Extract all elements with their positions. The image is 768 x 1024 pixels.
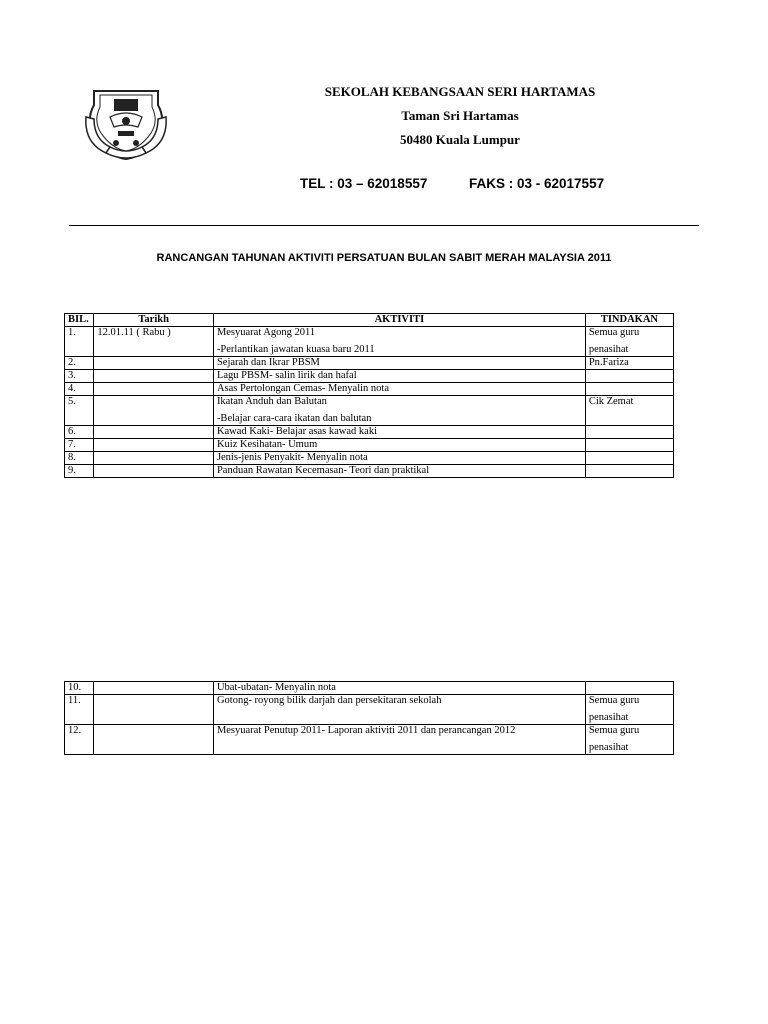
table-row [65, 695, 674, 725]
cell-bil: 4. [65, 383, 94, 396]
table-row [65, 725, 674, 755]
cell-tindakan [585, 695, 673, 725]
tel-number: TEL : 03 – 62018557 [300, 176, 428, 191]
aktiviti-line: Ikatan Anduh dan Balutan [216, 396, 327, 407]
header-tindakan: TINDAKAN [585, 314, 673, 327]
header-divider [69, 225, 699, 226]
cell-tarikh [94, 396, 214, 426]
table-row [65, 452, 674, 465]
cell-bil: 7. [65, 439, 94, 452]
cell-tindakan [585, 439, 673, 452]
cell-tindakan [585, 426, 673, 439]
cell-bil: 10. [65, 682, 94, 695]
fax-number: FAKS : 03 - 62017557 [469, 176, 605, 191]
table-header-row [65, 314, 674, 327]
cell-aktiviti: Kawad Kaki- Belajar asas kawad kaki [213, 426, 585, 439]
table-row [65, 396, 674, 426]
cell-tarikh [94, 439, 214, 452]
cell-tarikh [94, 383, 214, 396]
cell-aktiviti [213, 327, 585, 357]
header-aktiviti: AKTIVITI [213, 314, 585, 327]
cell-tindakan: Cik Zemat [585, 396, 673, 426]
header-tarikh: Tarikh [94, 314, 214, 327]
cell-bil: 12. [65, 725, 94, 755]
table-row [65, 465, 674, 478]
table-row [65, 426, 674, 439]
table-row [65, 439, 674, 452]
tindakan-subline: penasihat [588, 344, 629, 355]
cell-tindakan [585, 682, 673, 695]
address-line-2: 50480 Kuala Lumpur [400, 132, 520, 147]
address-line-1: Taman Sri Hartamas [401, 108, 519, 123]
cell-aktiviti: Jenis-jenis Penyakit- Menyalin nota [213, 452, 585, 465]
cell-tarikh [94, 465, 214, 478]
cell-aktiviti: Panduan Rawatan Kecemasan- Teori dan praktikal [213, 465, 585, 478]
aktiviti-line: Mesyuarat Agong 2011 [216, 327, 316, 338]
cell-aktiviti: Gotong- royong bilik darjah dan persekitaran sekolah [213, 695, 585, 725]
cell-tarikh [94, 682, 214, 695]
table-row [65, 682, 674, 695]
table-row [65, 383, 674, 396]
aktiviti-subline: -Belajar cara-cara ikatan dan balutan [216, 413, 372, 424]
tindakan-line: Semua guru [588, 327, 640, 338]
cell-tindakan: Pn.Fariza [585, 357, 673, 370]
cell-aktiviti: Mesyuarat Penutup 2011- Laporan aktiviti 2011 dan perancangan 2012 [213, 725, 585, 755]
tindakan-subline: penasihat [588, 712, 629, 723]
cell-tindakan [585, 370, 673, 383]
cell-bil: 11. [65, 695, 94, 725]
cell-tindakan [585, 465, 673, 478]
table-row [65, 370, 674, 383]
cell-tarikh [94, 725, 214, 755]
tindakan-line: Semua guru [588, 695, 640, 706]
cell-tarikh [94, 695, 214, 725]
table-row [65, 357, 674, 370]
table-row [65, 327, 674, 357]
cell-aktiviti [213, 396, 585, 426]
activity-table [64, 313, 674, 478]
cell-tindakan [585, 327, 673, 357]
cell-bil: 1. [65, 327, 94, 357]
cell-aktiviti: Kuiz Kesihatan- Umum [213, 439, 585, 452]
school-crest-icon [80, 83, 172, 161]
cell-tindakan [585, 452, 673, 465]
cell-tindakan [585, 383, 673, 396]
cell-bil: 5. [65, 396, 94, 426]
cell-tarikh [94, 452, 214, 465]
cell-tarikh [94, 370, 214, 383]
document-title: RANCANGAN TAHUNAN AKTIVITI PERSATUAN BULAN SABIT MERAH MALAYSIA 2011 [156, 252, 612, 264]
cell-aktiviti: Sejarah dan Ikrar PBSM [213, 357, 585, 370]
cell-aktiviti: Asas Pertolongan Cemas- Menyalin nota [213, 383, 585, 396]
tindakan-line: Semua guru [588, 725, 640, 736]
cell-tarikh [94, 357, 214, 370]
activity-table-continued [64, 681, 674, 755]
cell-tarikh [94, 426, 214, 439]
aktiviti-subline: -Perlantikan jawatan kuasa baru 2011 [216, 344, 375, 355]
school-logo [80, 83, 172, 161]
cell-bil: 6. [65, 426, 94, 439]
cell-aktiviti: Ubat-ubatan- Menyalin nota [213, 682, 585, 695]
header-bil: BIL. [65, 314, 94, 327]
cell-bil: 3. [65, 370, 94, 383]
cell-bil: 9. [65, 465, 94, 478]
cell-tindakan [585, 725, 673, 755]
cell-bil: 2. [65, 357, 94, 370]
cell-bil: 8. [65, 452, 94, 465]
tindakan-subline: penasihat [588, 742, 629, 753]
cell-tarikh: 12.01.11 ( Rabu ) [94, 327, 214, 357]
school-name: SEKOLAH KEBANGSAAN SERI HARTAMAS [324, 84, 596, 99]
cell-aktiviti: Lagu PBSM- salin lirik dan hafal [213, 370, 585, 383]
